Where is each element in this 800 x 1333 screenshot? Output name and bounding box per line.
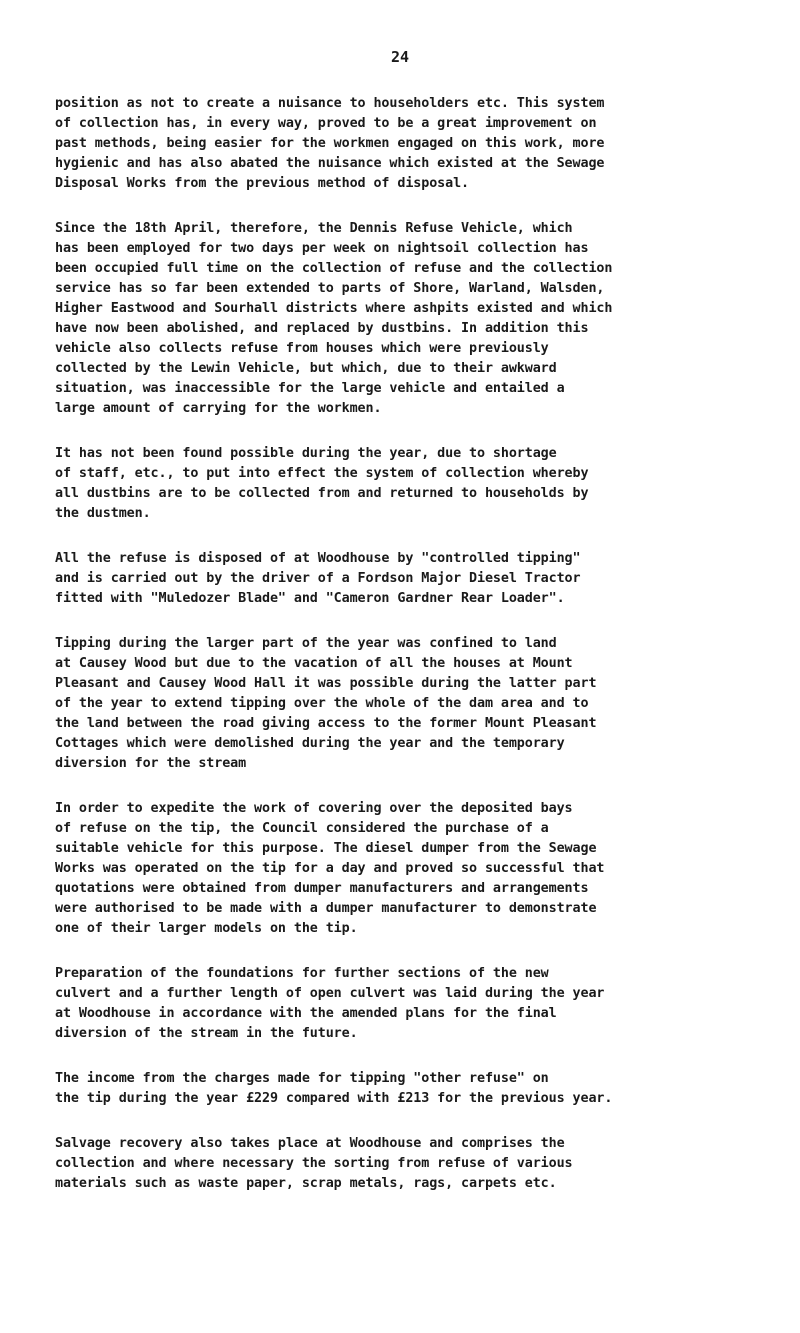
text-line: diversion for the stream <box>55 756 247 771</box>
text-line: large amount of carrying for the workmen. <box>55 401 382 416</box>
paragraph <box>55 1069 775 1109</box>
text-line: of collection has, in every way, proved to be a great improvement on <box>55 116 597 131</box>
text-line: Tipping during the larger part of the year was confined to land <box>55 636 557 651</box>
text-line: culvert and a further length of open culvert was laid during the year <box>55 986 605 1001</box>
text-line: The income from the charges made for tipping "other refuse" on <box>55 1071 549 1086</box>
text-line: the tip during the year £229 compared with £213 for the previous year. <box>55 1091 613 1106</box>
text-line: were authorised to be made with a dumper manufacturer to demonstrate <box>55 901 597 916</box>
paragraph <box>55 799 775 939</box>
text-line: collection and where necessary the sorting from refuse of various <box>55 1156 573 1171</box>
text-line: In order to expedite the work of covering over the deposited bays <box>55 801 573 816</box>
text-line: Disposal Works from the previous method of disposal. <box>55 176 470 191</box>
text-line: materials such as waste paper, scrap metals, rags, carpets etc. <box>55 1176 557 1191</box>
paragraph <box>55 634 775 774</box>
text-line: service has so far been extended to parts of Shore, Warland, Walsden, <box>55 281 605 296</box>
body-text <box>55 94 775 1219</box>
text-line: It has not been found possible during the year, due to shortage <box>55 446 557 461</box>
text-line: been occupied full time on the collection of refuse and the collection <box>55 261 613 276</box>
text-line: past methods, being easier for the workmen engaged on this work, more <box>55 136 605 151</box>
text-line: Since the 18th April, therefore, the Dennis Refuse Vehicle, which <box>55 221 573 236</box>
text-line: collected by the Lewin Vehicle, but which, due to their awkward <box>55 361 557 376</box>
text-line: the dustmen. <box>55 506 151 521</box>
paragraph <box>55 964 775 1044</box>
text-line: Salvage recovery also takes place at Woodhouse and comprises the <box>55 1136 565 1151</box>
text-line: diversion of the stream in the future. <box>55 1026 358 1041</box>
text-line: vehicle also collects refuse from houses which were previously <box>55 341 549 356</box>
text-line: Higher Eastwood and Sourhall districts where ashpits existed and which <box>55 301 613 316</box>
text-line: Preparation of the foundations for further sections of the new <box>55 966 549 981</box>
text-line: all dustbins are to be collected from and returned to households by <box>55 486 589 501</box>
text-line: one of their larger models on the tip. <box>55 921 358 936</box>
text-line: fitted with "Muledozer Blade" and "Cameron Gardner Rear Loader". <box>55 591 565 606</box>
text-line: at Woodhouse in accordance with the amended plans for the final <box>55 1006 557 1021</box>
text-line: hygienic and has also abated the nuisance which existed at the Sewage <box>55 156 605 171</box>
text-line: has been employed for two days per week on nightsoil collection has <box>55 241 589 256</box>
text-line: of refuse on the tip, the Council considered the purchase of a <box>55 821 549 836</box>
paragraph <box>55 94 775 194</box>
text-line: quotations were obtained from dumper manufacturers and arrangements <box>55 881 589 896</box>
page-number: 24 <box>390 48 410 66</box>
text-line: of the year to extend tipping over the whole of the dam area and to <box>55 696 589 711</box>
text-line: have now been abolished, and replaced by dustbins. In addition this <box>55 321 589 336</box>
text-line: the land between the road giving access to the former Mount Pleasant <box>55 716 597 731</box>
text-line: of staff, etc., to put into effect the system of collection whereby <box>55 466 589 481</box>
text-line: at Causey Wood but due to the vacation of all the houses at Mount <box>55 656 573 671</box>
text-line: suitable vehicle for this purpose. The diesel dumper from the Sewage <box>55 841 597 856</box>
text-line: and is carried out by the driver of a Fordson Major Diesel Tractor <box>55 571 581 586</box>
text-line: Pleasant and Causey Wood Hall it was possible during the latter part <box>55 676 597 691</box>
text-line: Cottages which were demolished during the year and the temporary <box>55 736 565 751</box>
paragraph <box>55 549 775 609</box>
paragraph <box>55 444 775 524</box>
text-line: Works was operated on the tip for a day and proved so successful that <box>55 861 605 876</box>
text-line: situation, was inaccessible for the large vehicle and entailed a <box>55 381 565 396</box>
text-line: All the refuse is disposed of at Woodhouse by "controlled tipping" <box>55 551 581 566</box>
paragraph <box>55 1134 775 1194</box>
paragraph <box>55 219 775 419</box>
text-line: position as not to create a nuisance to householders etc. This system <box>55 96 605 111</box>
